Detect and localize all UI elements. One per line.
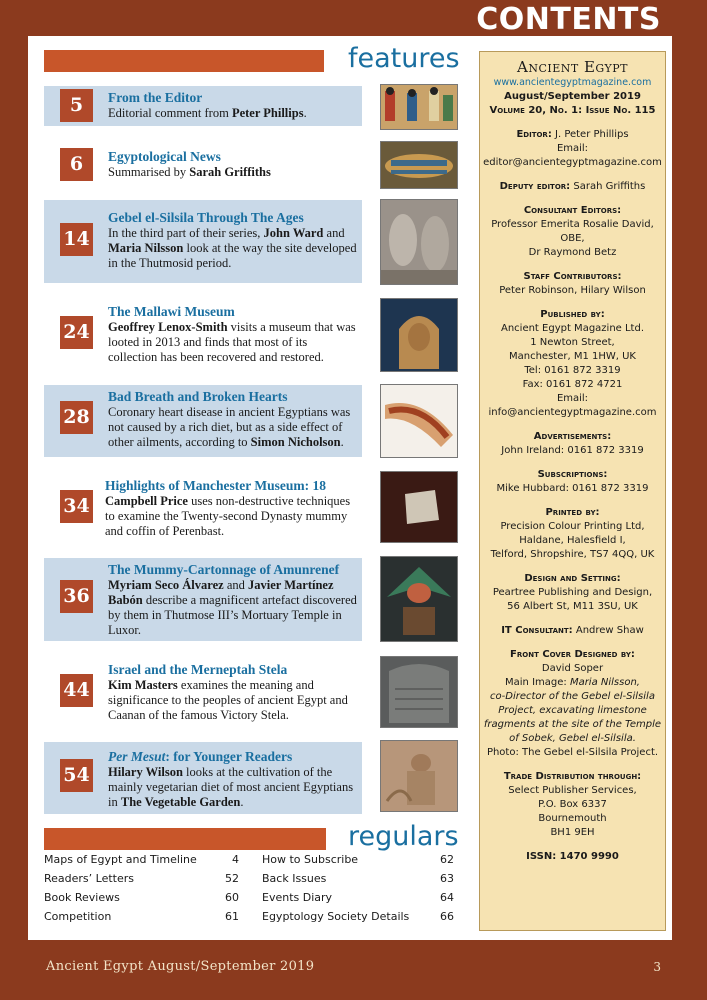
deputy-block: Deputy editor: Sarah Griffiths (499, 181, 646, 192)
design-block: Design and Setting: Peartree Publishing and Design, 56 Albert St, M11 3SU, UK (492, 573, 653, 612)
regulars-bar (44, 828, 326, 850)
feature-page-number: 14 (60, 223, 93, 256)
feature-page-number: 28 (60, 401, 93, 434)
feature-item[interactable] (44, 658, 362, 730)
editor-block: Editor: J. Peter Phillips Email: editor@ancientegyptmagazine.com (480, 128, 665, 170)
feature-thumbnail[interactable] (380, 384, 458, 458)
feature-title[interactable]: Gebel el-Silsila Through The Ages (108, 210, 304, 225)
feature-description: Editorial comment from Peter Phillips. (108, 106, 307, 120)
regular-item[interactable]: Competition 61 (44, 910, 239, 923)
feature-text (108, 562, 358, 638)
feature-text (108, 304, 358, 365)
feature-title[interactable]: The Mummy-Cartonnage of Amunrenef (108, 562, 340, 577)
features-bar (44, 50, 324, 72)
feature-item[interactable] (44, 145, 362, 185)
feature-text (108, 749, 358, 810)
feature-page-number: 24 (60, 316, 93, 349)
feature-description: Summarised by Sarah Griffiths (108, 165, 271, 179)
regulars-heading: regulars (348, 821, 459, 852)
cover-block: Front Cover Designed by: David Soper Main Image: Maria Nilsson, co-Director of the Gebel el-Silsila Project, excavating limestone fragments at the site of the Temple of Sobek, Gebel el-Silsila. Photo: The Gebel el-Silsila Project. (483, 649, 662, 758)
feature-text (105, 478, 358, 539)
feature-description: Myriam Seco Álvarez and Javier Martínez Babón describe a magnificent artefact discovered by them in Thutmose III’s Mortuary Temple in Luxor. (108, 578, 357, 637)
masthead-sidebar (479, 51, 666, 931)
feature-item[interactable] (44, 200, 362, 283)
consultant-block: Consultant Editors: Professor Emerita Rosalie David, OBE, Dr Raymond Betz (491, 205, 654, 258)
feature-item[interactable] (44, 300, 362, 372)
feature-thumbnail[interactable] (380, 84, 458, 130)
feature-title[interactable]: Egyptological News (108, 149, 221, 164)
regular-item[interactable]: Back Issues 63 (262, 872, 454, 885)
issn: ISSN: 1470 9990 (526, 851, 619, 862)
it-block: IT Consultant: Andrew Shaw (501, 625, 644, 636)
feature-description: In the third part of their series, John Ward and Maria Nilsson look at the way the site developed in the Thutmosid period. (108, 226, 357, 270)
feature-text (108, 389, 358, 450)
feature-thumbnail[interactable] (380, 471, 458, 543)
staff-block: Staff Contributors: Peter Robinson, Hilary Wilson (499, 271, 646, 296)
feature-description: Coronary heart disease in ancient Egyptians was not caused by a rich diet, but as a side effect of other ailments, according to Simon Nicholson. (108, 405, 351, 449)
feature-text (108, 662, 358, 723)
feature-title[interactable]: Highlights of Manchester Museum: 18 (105, 478, 326, 493)
feature-description: Hilary Wilson looks at the cultivation of the mainly vegetarian diet of most ancient Egyptians in The Vegetable Garden. (108, 765, 354, 809)
regular-item[interactable]: Maps of Egypt and Timeline 4 (44, 853, 239, 866)
footer-page-number: 3 (653, 960, 661, 974)
feature-description: Campbell Price uses non-destructive techniques to examine the Twenty-second Dynasty mummy and coffin of Perenbast. (105, 494, 351, 538)
feature-description: Geoffrey Lenox-Smith visits a museum that was looted in 2013 and finds that most of its collection has been recovered and restored. (108, 320, 356, 364)
printer-block: Printed by: Precision Colour Printing Ltd, Haldane, Halesfield I, Telford, Shropshire, TS7 4QQ, UK (490, 507, 655, 560)
subscriptions-block: Subscriptions: Mike Hubbard: 0161 872 3319 (496, 469, 649, 494)
regular-item[interactable]: Readers’ Letters 52 (44, 872, 239, 885)
feature-item[interactable] (44, 742, 362, 814)
feature-page-number: 6 (60, 148, 93, 181)
feature-title[interactable]: The Mallawi Museum (108, 304, 235, 319)
feature-item[interactable] (44, 86, 362, 126)
regular-item[interactable]: How to Subscribe 62 (262, 853, 454, 866)
feature-title[interactable]: Per Mesut: for Younger Readers (108, 749, 293, 764)
footer-title: Ancient Egypt August/September 2019 (46, 959, 315, 974)
regular-item[interactable]: Egyptology Society Details 66 (262, 910, 454, 923)
feature-page-number: 34 (60, 490, 93, 523)
regular-item[interactable]: Events Diary 64 (262, 891, 454, 904)
publisher-block: Published by: Ancient Egypt Magazine Ltd. 1 Newton Street, Manchester, M1 1HW, UK Tel: 0161 872 3319 Fax: 0161 872 4721 Email: info@ancientegyptmagazine.com (480, 308, 665, 420)
regular-item[interactable]: Book Reviews 60 (44, 891, 239, 904)
feature-description: Kim Masters examines the meaning and significance to the peoples of ancient Egypt and Caanan of the famous Victory Stela. (108, 678, 348, 722)
feature-title[interactable]: Israel and the Merneptah Stela (108, 662, 288, 677)
features-heading: features (348, 43, 460, 74)
issue-date: August/September 2019 (504, 91, 641, 102)
feature-text (108, 149, 358, 180)
feature-thumbnail[interactable] (380, 656, 458, 728)
ads-block: Advertisements: John Ireland: 0161 872 3319 (501, 431, 644, 456)
feature-page-number: 5 (60, 89, 93, 122)
feature-thumbnail[interactable] (380, 141, 458, 189)
feature-title[interactable]: Bad Breath and Broken Hearts (108, 389, 288, 404)
feature-thumbnail[interactable] (380, 556, 458, 642)
page-title: CONTENTS (476, 2, 661, 37)
feature-item[interactable] (44, 385, 362, 457)
feature-thumbnail[interactable] (380, 199, 458, 285)
distribution-block: Trade Distribution through: Select Publisher Services, P.O. Box 6337 Bournemouth BH1 9EH (503, 771, 642, 838)
feature-text (108, 210, 358, 271)
feature-item[interactable] (44, 474, 362, 546)
issue-volume: Volume 20, No. 1: Issue No. 115 (489, 105, 656, 116)
feature-thumbnail[interactable] (380, 740, 458, 812)
feature-thumbnail[interactable] (380, 298, 458, 372)
feature-page-number: 44 (60, 674, 93, 707)
magazine-url[interactable]: www.ancientegyptmagazine.com (493, 77, 652, 88)
feature-text (108, 90, 358, 121)
editor-email[interactable]: Email: editor@ancientegyptmagazine.com (483, 143, 662, 168)
magazine-name: Ancient Egypt (516, 58, 629, 76)
feature-page-number: 54 (60, 759, 93, 792)
publisher-email[interactable]: Email: info@ancientegyptmagazine.com (488, 393, 657, 418)
feature-page-number: 36 (60, 580, 93, 613)
feature-item[interactable] (44, 558, 362, 641)
feature-title[interactable]: From the Editor (108, 90, 203, 105)
